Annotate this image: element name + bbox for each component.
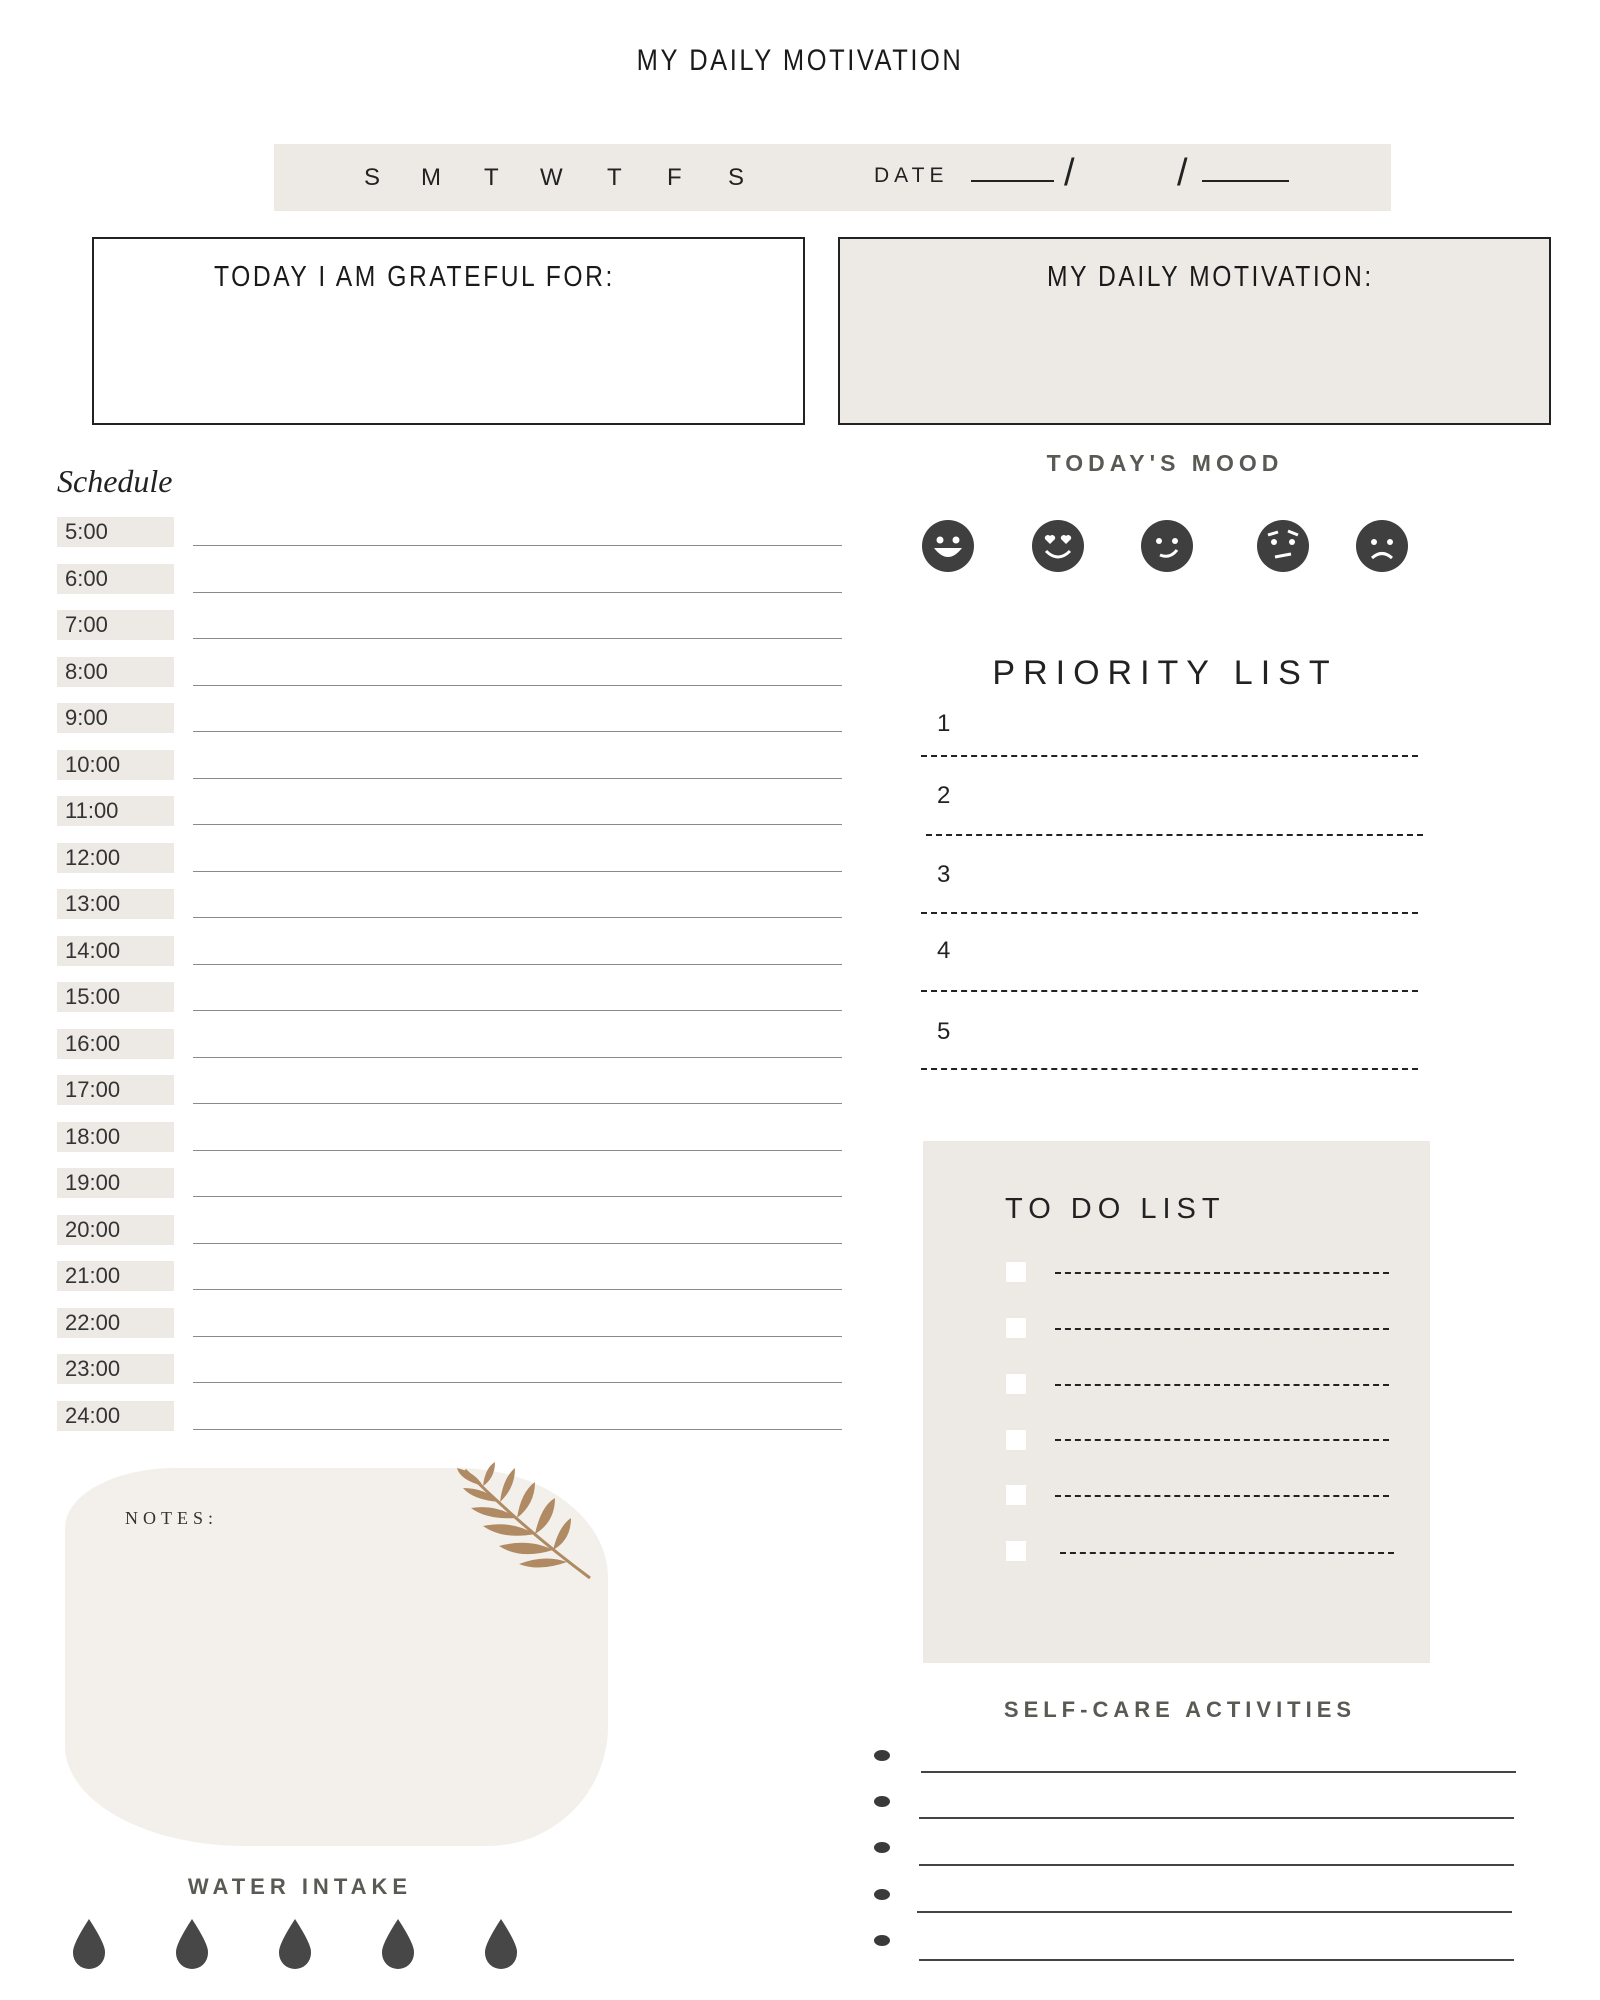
date-slash: / (1064, 152, 1075, 194)
skeptical-face-icon[interactable] (1256, 519, 1310, 573)
todo-line[interactable] (1055, 1495, 1389, 1497)
schedule-row (57, 703, 842, 733)
time-label: 18:00 (57, 1122, 174, 1152)
bullet-icon (874, 1842, 890, 1853)
schedule-line[interactable] (193, 917, 842, 918)
priority-list-title: PRIORITY LIST (992, 654, 1338, 692)
priority-number: 2 (937, 782, 951, 809)
todo-line[interactable] (1055, 1328, 1389, 1330)
date-label: DATE (874, 164, 949, 187)
mood-title: TODAY'S MOOD (1046, 450, 1284, 476)
schedule-line[interactable] (193, 1336, 842, 1337)
schedule-row (57, 1215, 842, 1245)
todo-checkbox[interactable] (1006, 1318, 1026, 1338)
time-label: 13:00 (57, 889, 174, 919)
self-care-line[interactable] (919, 1817, 1514, 1819)
self-care-line[interactable] (919, 1864, 1514, 1866)
schedule-line[interactable] (193, 778, 842, 779)
schedule-row (57, 1075, 842, 1105)
sad-face-icon[interactable] (1355, 519, 1409, 573)
time-label: 22:00 (57, 1308, 174, 1338)
schedule-line[interactable] (193, 1150, 842, 1151)
todo-checkbox[interactable] (1006, 1485, 1026, 1505)
time-label: 20:00 (57, 1215, 174, 1245)
bullet-icon (874, 1935, 890, 1946)
priority-line[interactable] (921, 755, 1418, 757)
self-care-line[interactable] (921, 1771, 1516, 1773)
schedule-row (57, 657, 842, 687)
water-intake-title: WATER INTAKE (187, 1874, 413, 1899)
schedule-row (57, 796, 842, 826)
water-drop-icon[interactable] (379, 1917, 417, 1969)
notes-title: NOTES: (125, 1508, 218, 1528)
schedule-line[interactable] (193, 824, 842, 825)
schedule-row (57, 1261, 842, 1291)
date-slash: / (1177, 152, 1188, 194)
time-label: 24:00 (57, 1401, 174, 1431)
schedule-line[interactable] (193, 685, 842, 686)
schedule-line[interactable] (193, 1057, 842, 1058)
schedule-line[interactable] (193, 592, 842, 593)
day-saturday[interactable]: S (728, 164, 747, 191)
leaf-icon (455, 1460, 595, 1585)
self-care-title: SELF-CARE ACTIVITIES (1003, 1697, 1357, 1722)
time-label: 8:00 (57, 657, 174, 687)
priority-line[interactable] (921, 912, 1418, 914)
time-label: 15:00 (57, 982, 174, 1012)
todo-checkbox[interactable] (1006, 1541, 1026, 1561)
schedule-row (57, 843, 842, 873)
bullet-icon (874, 1796, 890, 1807)
time-label: 19:00 (57, 1168, 174, 1198)
schedule-row (57, 564, 842, 594)
schedule-row (57, 889, 842, 919)
schedule-row (57, 936, 842, 966)
schedule-line[interactable] (193, 638, 842, 639)
todo-line[interactable] (1055, 1439, 1389, 1441)
priority-number: 4 (937, 937, 951, 964)
schedule-line[interactable] (193, 1010, 842, 1011)
time-label: 16:00 (57, 1029, 174, 1059)
time-label: 23:00 (57, 1354, 174, 1384)
time-label: 14:00 (57, 936, 174, 966)
todo-checkbox[interactable] (1006, 1430, 1026, 1450)
schedule-line[interactable] (193, 1429, 842, 1430)
day-wednesday[interactable]: W (540, 164, 565, 191)
water-drop-icon[interactable] (173, 1917, 211, 1969)
schedule-row (57, 610, 842, 640)
date-month-field[interactable] (971, 180, 1054, 182)
todo-line[interactable] (1055, 1384, 1389, 1386)
todo-line[interactable] (1060, 1552, 1394, 1554)
schedule-line[interactable] (193, 1196, 842, 1197)
time-label: 5:00 (57, 517, 174, 547)
self-care-line[interactable] (919, 1959, 1514, 1961)
water-drop-icon[interactable] (276, 1917, 314, 1969)
laughing-face-icon[interactable] (921, 519, 975, 573)
priority-line[interactable] (921, 990, 1418, 992)
heart-eyes-face-icon[interactable] (1031, 519, 1085, 573)
schedule-row (57, 1122, 842, 1152)
schedule-title: Schedule (57, 463, 173, 499)
bullet-icon (874, 1889, 890, 1900)
grateful-title: TODAY I AM GRATEFUL FOR: (214, 261, 615, 293)
schedule-row (57, 1401, 842, 1431)
schedule-row (57, 1354, 842, 1384)
schedule-line[interactable] (193, 964, 842, 965)
priority-line[interactable] (921, 1068, 1418, 1070)
schedule-row (57, 517, 842, 547)
smiling-face-icon[interactable] (1140, 519, 1194, 573)
schedule-row (57, 1308, 842, 1338)
todo-checkbox[interactable] (1006, 1374, 1026, 1394)
water-drop-icon[interactable] (482, 1917, 520, 1969)
motivation-box[interactable] (838, 237, 1551, 425)
day-friday[interactable]: F (667, 164, 684, 191)
time-label: 12:00 (57, 843, 174, 873)
priority-number: 1 (937, 710, 951, 737)
day-monday[interactable]: M (421, 164, 443, 191)
day-tuesday[interactable]: T (484, 164, 501, 191)
time-label: 6:00 (57, 564, 174, 594)
schedule-row (57, 750, 842, 780)
todo-panel (923, 1141, 1430, 1663)
time-label: 10:00 (57, 750, 174, 780)
schedule-line[interactable] (193, 871, 842, 872)
time-label: 17:00 (57, 1075, 174, 1105)
time-label: 7:00 (57, 610, 174, 640)
priority-number: 3 (937, 861, 951, 888)
schedule-row (57, 1029, 842, 1059)
day-sunday[interactable]: S (364, 164, 383, 191)
page-title: MY DAILY MOTIVATION (636, 44, 964, 77)
self-care-line[interactable] (917, 1911, 1512, 1913)
water-drop-icon[interactable] (70, 1917, 108, 1969)
schedule-row (57, 1168, 842, 1198)
grateful-box[interactable] (92, 237, 805, 425)
motivation-title: MY DAILY MOTIVATION: (1047, 261, 1374, 293)
schedule-row (57, 982, 842, 1012)
schedule-line[interactable] (193, 1382, 842, 1383)
schedule-line[interactable] (193, 1289, 842, 1290)
priority-line[interactable] (926, 834, 1423, 836)
todo-checkbox[interactable] (1006, 1262, 1026, 1282)
bullet-icon (874, 1750, 890, 1761)
schedule-line[interactable] (193, 545, 842, 546)
time-label: 9:00 (57, 703, 174, 733)
priority-number: 5 (937, 1018, 951, 1045)
time-label: 11:00 (57, 796, 174, 826)
week-date-bar (274, 144, 1391, 211)
time-label: 21:00 (57, 1261, 174, 1291)
schedule-line[interactable] (193, 1103, 842, 1104)
date-year-field[interactable] (1202, 180, 1289, 182)
schedule-line[interactable] (193, 1243, 842, 1244)
day-thursday[interactable]: T (607, 164, 624, 191)
schedule-line[interactable] (193, 731, 842, 732)
todo-line[interactable] (1055, 1272, 1389, 1274)
todo-title: TO DO LIST (1005, 1193, 1226, 1225)
